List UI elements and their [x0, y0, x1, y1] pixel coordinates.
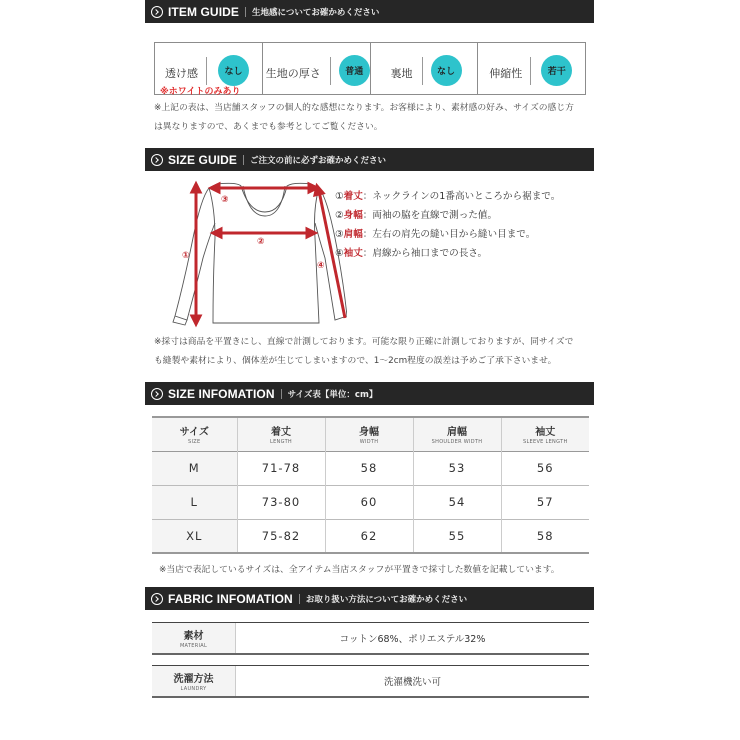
guide-badge: 普通 [339, 55, 370, 86]
legend-item [335, 245, 560, 264]
cell-length: 71-78 [237, 451, 325, 485]
item-guide-header [145, 0, 594, 23]
guide-badge: なし [218, 55, 249, 86]
legend-num: ② [335, 210, 344, 221]
chevron-circle-icon [151, 6, 163, 18]
cell-size: M [152, 451, 237, 485]
fabric-value: 洗濯機洗い可 [383, 677, 441, 688]
size-info-note: ※当店で表記しているサイズは、全アイテム当店スタッフが平置きで採寸した数値を記載しています。 [159, 565, 560, 575]
section-title: SIZE GUIDE [168, 152, 238, 167]
note-line: は異なりますので、あくまでも参考としてご覧ください。 [154, 122, 383, 132]
note-line: ※採寸は商品を平置きにし、直線で計測しております。可能な限り正確に計測しておりますが、同サイズで [154, 337, 574, 347]
diagram-num-4: ④ [317, 261, 325, 271]
table-row [152, 485, 589, 519]
label-jp: 素材 [183, 631, 204, 642]
diagram-num-2: ② [257, 237, 265, 247]
section-subtitle: サイズ表【単位：cm】 [287, 389, 378, 400]
guide-label: 裏地 [390, 67, 413, 80]
divider [245, 7, 246, 17]
diagram-num-1: ① [182, 251, 190, 261]
guide-label: 透け感 [165, 67, 198, 80]
cell-sleeve: 56 [536, 461, 554, 475]
divider [281, 389, 282, 399]
section-subtitle: 生地感についてお確かめください [252, 7, 380, 18]
guide-badge: なし [431, 55, 462, 86]
section-subtitle: ご注文の前に必ずお確かめください [250, 155, 387, 166]
table-header-row [152, 417, 589, 451]
size-guide-header [145, 148, 594, 171]
cell-sleeve: 58 [536, 528, 554, 543]
section-title: ITEM GUIDE [168, 4, 240, 19]
guide-cell-stretch [478, 43, 585, 94]
label-jp: 洗濯方法 [173, 674, 214, 685]
legend-key: 肩幅 [343, 229, 363, 240]
cell-width: 62 [325, 519, 413, 553]
table-row [152, 451, 589, 485]
col-header-shoulder: 肩幅 SHOULDER WIDTH [413, 417, 501, 451]
fabric-row-laundry [152, 665, 589, 698]
item-guide-table [154, 42, 586, 95]
divider [422, 57, 423, 85]
divider [243, 155, 244, 165]
chevron-circle-icon [151, 154, 163, 166]
guide-label: 生地の厚さ [265, 67, 321, 80]
section-title: SIZE INFOMATION [168, 386, 275, 401]
chevron-circle-icon [151, 388, 163, 400]
cell-length: 75-82 [237, 519, 325, 553]
legend-key: 袖丈 [343, 248, 363, 259]
divider [530, 57, 531, 85]
legend-desc: ：ネックラインの1番高いところから裾まで。 [362, 191, 561, 202]
size-table [152, 416, 589, 554]
shirt-diagram-icon [157, 178, 347, 328]
label-en: LAUNDRY [180, 686, 207, 692]
fabric-label [152, 623, 236, 653]
chevron-circle-icon [151, 593, 163, 605]
legend-desc: ：左右の肩先の縫い目から縫い目まで。 [362, 229, 536, 240]
cell-width: 58 [325, 451, 413, 485]
guide-cell-lining [371, 43, 479, 94]
diagram-num-3: ③ [221, 195, 229, 205]
cell-width: 60 [325, 485, 413, 519]
cell-length: 73-80 [237, 485, 325, 519]
fabric-row-material [152, 622, 589, 655]
legend-item [335, 226, 560, 245]
guide-cell-thickness [263, 43, 371, 94]
col-header-length: 着丈 LENGTH [237, 417, 325, 451]
legend-key: 着丈 [343, 191, 363, 202]
size-guide-legend [335, 188, 560, 264]
section-subtitle: お取り扱い方法についてお確かめください [305, 594, 468, 605]
legend-desc: ：肩線から袖口までの長さ。 [362, 248, 488, 259]
guide-note: ※ホワイトのみあり [160, 87, 241, 97]
table-row [152, 519, 589, 553]
note-line: も縫製や素材により、個体差が生じてしまいますので、1〜2cm程度の誤差は予めご了承下さいませ。 [154, 356, 557, 366]
cell-shoulder: 55 [413, 519, 501, 553]
col-header-width: 身幅 WIDTH [325, 417, 413, 451]
legend-num: ① [335, 191, 344, 202]
col-header-sleeve: 袖丈 SLEEVE LENGTH [501, 417, 589, 451]
cell-sleeve: 57 [536, 495, 554, 509]
cell-size: L [152, 485, 237, 519]
divider [330, 57, 331, 85]
item-guide-note [154, 99, 574, 137]
divider [206, 57, 207, 85]
cell-size: XL [152, 519, 237, 553]
section-title: FABRIC INFOMATION [168, 591, 293, 606]
legend-desc: ：両袖の脇を直線で測った値。 [362, 210, 498, 221]
note-line: ※上記の表は、当店舗スタッフの個人的な感想になります。お客様により、素材感の好み、サイズの感じ方 [154, 103, 574, 113]
guide-label: 伸縮性 [489, 67, 523, 80]
cell-shoulder: 54 [413, 485, 501, 519]
label-en: MATERIAL [179, 643, 208, 649]
guide-badge: 若干 [541, 55, 572, 86]
guide-cell-transparency [155, 43, 263, 97]
size-info-header [145, 382, 594, 405]
legend-num: ③ [335, 229, 344, 240]
col-header-size: サイズ SIZE [152, 417, 237, 451]
size-guide-note [154, 333, 573, 371]
legend-key: 身幅 [343, 210, 363, 221]
fabric-info-header [145, 587, 594, 610]
fabric-label [152, 666, 236, 696]
cell-shoulder: 53 [413, 451, 501, 485]
divider [299, 594, 300, 604]
legend-num: ④ [335, 248, 344, 259]
legend-item [335, 207, 560, 226]
legend-item [335, 188, 560, 207]
fabric-value: コットン68%、ポリエステル32% [339, 634, 486, 645]
